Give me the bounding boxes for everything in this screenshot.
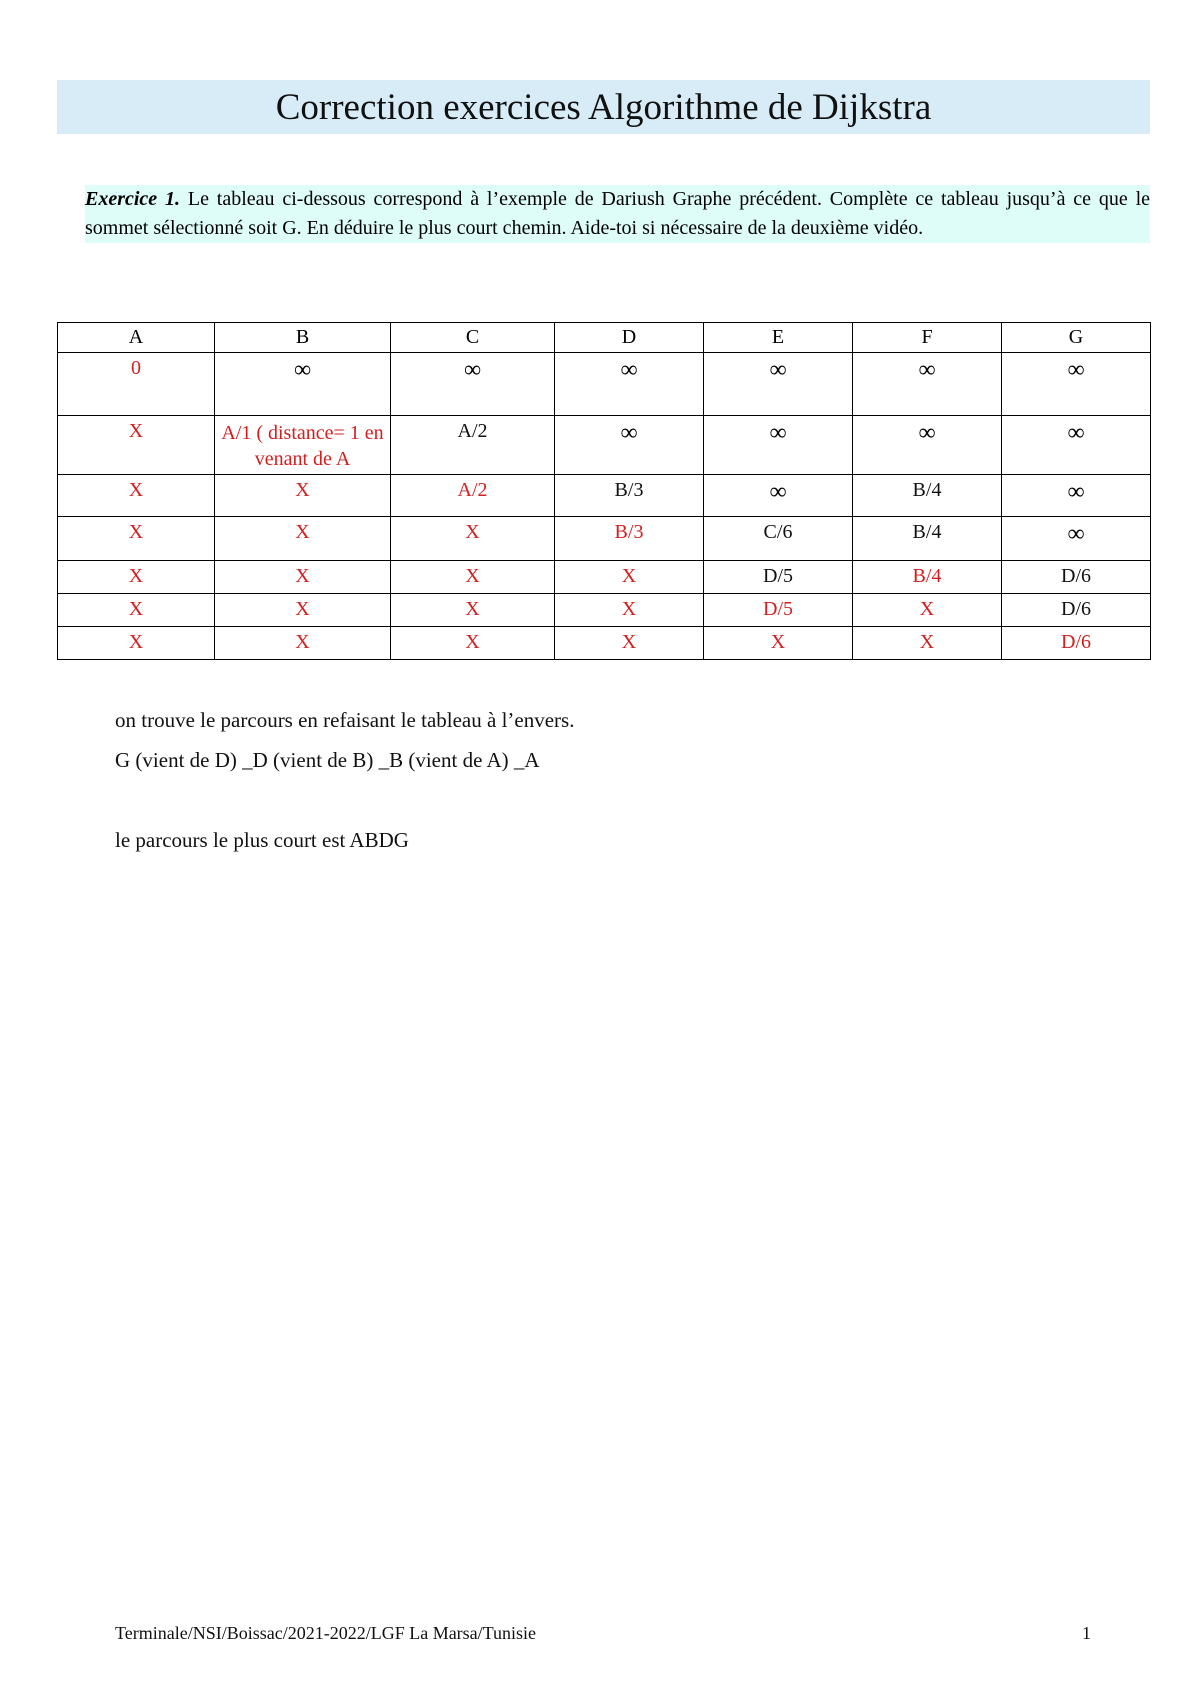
table-cell: X xyxy=(58,475,215,517)
table-cell: ∞ xyxy=(555,353,704,416)
table-cell: ∞ xyxy=(704,475,853,517)
table-cell: ∞ xyxy=(704,416,853,475)
table-cell: D/6 xyxy=(1002,627,1151,660)
table-cell: D/5 xyxy=(704,561,853,594)
table-cell: ∞ xyxy=(704,353,853,416)
table-row xyxy=(58,416,1151,475)
table-cell: X xyxy=(853,594,1002,627)
column-header-b: B xyxy=(215,323,391,353)
table-row xyxy=(58,594,1151,627)
table-cell: ∞ xyxy=(1002,416,1151,475)
table-cell: ∞ xyxy=(853,416,1002,475)
table-cell: X xyxy=(215,561,391,594)
table-cell: B/3 xyxy=(555,517,704,561)
table-cell: X xyxy=(58,561,215,594)
table-cell: A/2 xyxy=(391,475,555,517)
exercise-text: Le tableau ci-dessous correspond à l’exemple de Dariush Graphe précédent. Complète ce tableau jusqu’à ce que le sommet sélectionné soit G. En déduire le plus court chemin. Aide-toi si nécessaire de la deuxième vidéo. xyxy=(85,188,1151,239)
table-cell: A/2 xyxy=(391,416,555,475)
table-cell: ∞ xyxy=(391,353,555,416)
table-cell: X xyxy=(391,561,555,594)
table-cell: D/6 xyxy=(1002,594,1151,627)
note-path-trace: G (vient de D) _D (vient de B) _B (vient de A) _A xyxy=(115,748,540,772)
table-cell: X xyxy=(58,517,215,561)
table-cell: X xyxy=(215,475,391,517)
table-cell: 0 xyxy=(58,353,215,416)
table-cell: X xyxy=(215,517,391,561)
table-row xyxy=(58,561,1151,594)
table-cell: X xyxy=(853,627,1002,660)
table-cell: X xyxy=(215,594,391,627)
table-cell: ∞ xyxy=(853,353,1002,416)
table-cell: A/1 ( distance= 1 en venant de A xyxy=(215,416,391,475)
exercise-statement xyxy=(85,185,1150,243)
column-header-g: G xyxy=(1002,323,1151,353)
table-cell: B/4 xyxy=(853,561,1002,594)
table-row xyxy=(58,627,1151,660)
table-row xyxy=(58,353,1151,416)
table-cell: ∞ xyxy=(1002,475,1151,517)
table-cell: ∞ xyxy=(215,353,391,416)
table-cell: B/3 xyxy=(555,475,704,517)
table-cell: X xyxy=(555,594,704,627)
table-cell: X xyxy=(58,416,215,475)
table-cell: X xyxy=(391,627,555,660)
table-cell: ∞ xyxy=(1002,353,1151,416)
table-row xyxy=(58,475,1151,517)
table-cell: X xyxy=(555,561,704,594)
table-cell: X xyxy=(704,627,853,660)
table-row xyxy=(58,517,1151,561)
column-header-a: A xyxy=(58,323,215,353)
column-header-e: E xyxy=(704,323,853,353)
column-header-f: F xyxy=(853,323,1002,353)
table-cell: X xyxy=(58,594,215,627)
note-shortest-path: le parcours le plus court est ABDG xyxy=(115,828,409,852)
table-cell: B/4 xyxy=(853,517,1002,561)
page-title: Correction exercices Algorithme de Dijkstra xyxy=(57,80,1150,134)
table-cell: X xyxy=(215,627,391,660)
table-cell: C/6 xyxy=(704,517,853,561)
column-header-c: C xyxy=(391,323,555,353)
dijkstra-table xyxy=(57,322,1151,660)
table-header-row xyxy=(58,323,1151,353)
page-number: 1 xyxy=(1082,1623,1091,1643)
table-cell: X xyxy=(58,627,215,660)
exercise-label: Exercice 1. xyxy=(85,188,181,210)
table-cell: X xyxy=(391,517,555,561)
table-cell: ∞ xyxy=(1002,517,1151,561)
table-cell: D/6 xyxy=(1002,561,1151,594)
column-header-d: D xyxy=(555,323,704,353)
table-cell: ∞ xyxy=(555,416,704,475)
table-cell: X xyxy=(391,594,555,627)
table-cell: B/4 xyxy=(853,475,1002,517)
footer-text: Terminale/NSI/Boissac/2021-2022/LGF La Marsa/Tunisie xyxy=(115,1623,537,1643)
table-cell: X xyxy=(555,627,704,660)
table-cell: D/5 xyxy=(704,594,853,627)
note-reverse-table: on trouve le parcours en refaisant le tableau à l’envers. xyxy=(115,708,575,732)
